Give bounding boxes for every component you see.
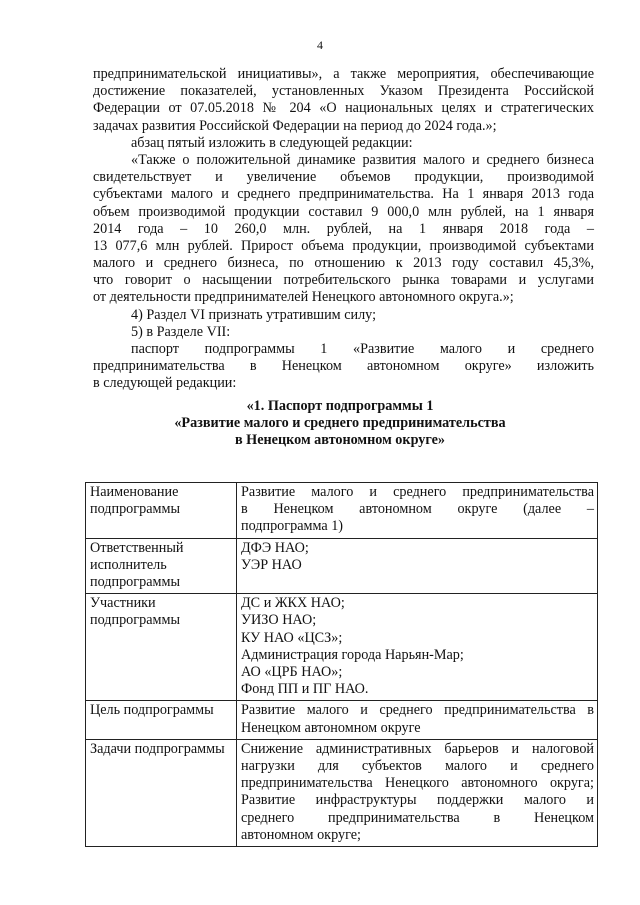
- row-value-line: Ненецком автономном округе: [241, 719, 421, 736]
- row-value-line: в Ненецком автономном округе (далее –: [241, 501, 594, 518]
- row-label-line: исполнитель: [90, 556, 167, 573]
- body-line: задачах развития Российской Федерации на период до 2024 года.»;: [93, 117, 497, 134]
- row-label-line: подпрограммы: [90, 612, 180, 629]
- row-value-line: КУ НАО «ЦСЗ»;: [241, 629, 343, 646]
- row-value-line: среднего предпринимательства в Ненецком: [241, 809, 594, 826]
- row-value-line: ДФЭ НАО;: [241, 539, 309, 556]
- table-row: [86, 483, 598, 539]
- row-label-line: Цель подпрограммы: [90, 702, 214, 719]
- row-value-cell: [237, 701, 598, 739]
- row-label-line: Участники: [90, 595, 156, 612]
- body-line: от деятельности предпринимателей Ненецкого автономного округа.»;: [93, 289, 514, 306]
- row-value-cell: [237, 739, 598, 846]
- row-value-line: ДС и ЖКХ НАО;: [241, 595, 345, 612]
- body-line: в следующей редакции:: [93, 375, 237, 392]
- body-text: [93, 66, 594, 393]
- body-line: 13 077,6 млн рублей. Прирост объема продукции, производимой субъектами: [93, 237, 594, 254]
- passport-heading-line-1: «1. Паспорт подпрограммы 1: [246, 398, 434, 414]
- row-value-line: Снижение административных барьеров и налоговой: [241, 740, 594, 757]
- body-line: малого и среднего бизнеса, по отношению к 2013 году составил 45,3%,: [93, 255, 594, 272]
- row-value-line: Развитие малого и среднего предпринимательства в: [241, 702, 594, 719]
- row-label-cell: [86, 483, 237, 539]
- row-label-cell: [86, 594, 237, 701]
- row-value-line: подпрограмма 1): [241, 518, 344, 535]
- table-row: [86, 538, 598, 594]
- row-label-cell: [86, 538, 237, 594]
- body-line: предпринимательской инициативы», а также мероприятия, обеспечивающие: [93, 66, 594, 82]
- row-value-cell: [237, 538, 598, 594]
- row-label-line: Наименование: [90, 484, 179, 500]
- row-label-line: Ответственный: [90, 539, 184, 556]
- passport-heading-line-3: в Ненецком автономном округе»: [234, 432, 446, 448]
- passport-table: [85, 482, 598, 847]
- row-value-line: УЭР НАО: [241, 556, 302, 573]
- body-line: свидетельствует и увеличение объемов продукции, производимой: [93, 169, 594, 186]
- body-line: субъектами малого и среднего предпринимательства. На 1 января 2013 года: [93, 186, 594, 203]
- row-value-line: АО «ЦРБ НАО»;: [241, 664, 343, 681]
- body-line: объем производимой продукции составил 9 000,0 млн рублей, на 1 января: [93, 203, 594, 220]
- body-line: 2014 года – 10 260,0 млн. рублей, на 1 января 2018 года –: [93, 220, 594, 237]
- row-value-line: УИЗО НАО;: [241, 612, 317, 629]
- body-line: паспорт подпрограммы 1 «Развитие малого и среднего: [131, 341, 594, 357]
- row-label-cell: [86, 701, 237, 739]
- row-value-cell: [237, 483, 598, 539]
- body-line: достижение показателей, установленных Указом Президента Российской: [93, 83, 594, 100]
- table-row: [86, 739, 598, 846]
- body-line: предпринимательства в Ненецком автономном округе» изложить: [93, 358, 594, 375]
- body-line: абзац пятый изложить в следующей редакции:: [131, 134, 413, 151]
- table-row: [86, 594, 598, 701]
- row-label-line: Задачи подпрограммы: [90, 740, 225, 757]
- row-label-cell: [86, 739, 237, 846]
- row-label-line: подпрограммы: [90, 501, 180, 518]
- row-label-line: подпрограммы: [90, 574, 180, 591]
- table-row: [86, 701, 598, 739]
- page-number: 4: [317, 38, 323, 52]
- row-value-line: Фонд ПП и ПГ НАО.: [241, 681, 369, 698]
- body-line: что говорит о насыщении потребительского рынка товарами и услугами: [93, 272, 594, 289]
- body-line: «Также о положительной динамике развития малого и среднего бизнеса: [131, 151, 594, 168]
- body-line: 4) Раздел VI признать утратившим силу;: [131, 306, 377, 323]
- row-value-line: Администрация города Нарьян-Мар;: [241, 646, 464, 663]
- row-value-line: автономном округе;: [241, 826, 361, 843]
- row-value-cell: [237, 594, 598, 701]
- row-value-line: Развитие малого и среднего предпринимательства: [241, 484, 594, 500]
- passport-heading-line-2: «Развитие малого и среднего предпринимательства: [174, 415, 506, 431]
- row-value-line: предпринимательства Ненецкого автономного округа;: [241, 775, 594, 792]
- row-value-line: нагрузки для субъектов малого и среднего: [241, 758, 594, 775]
- body-line: Федерации от 07.05.2018 № 204 «О национальных целях и стратегических: [93, 100, 594, 117]
- body-line: 5) в Разделе VII:: [131, 323, 231, 340]
- row-value-line: Развитие инфраструктуры поддержки малого и: [241, 792, 594, 809]
